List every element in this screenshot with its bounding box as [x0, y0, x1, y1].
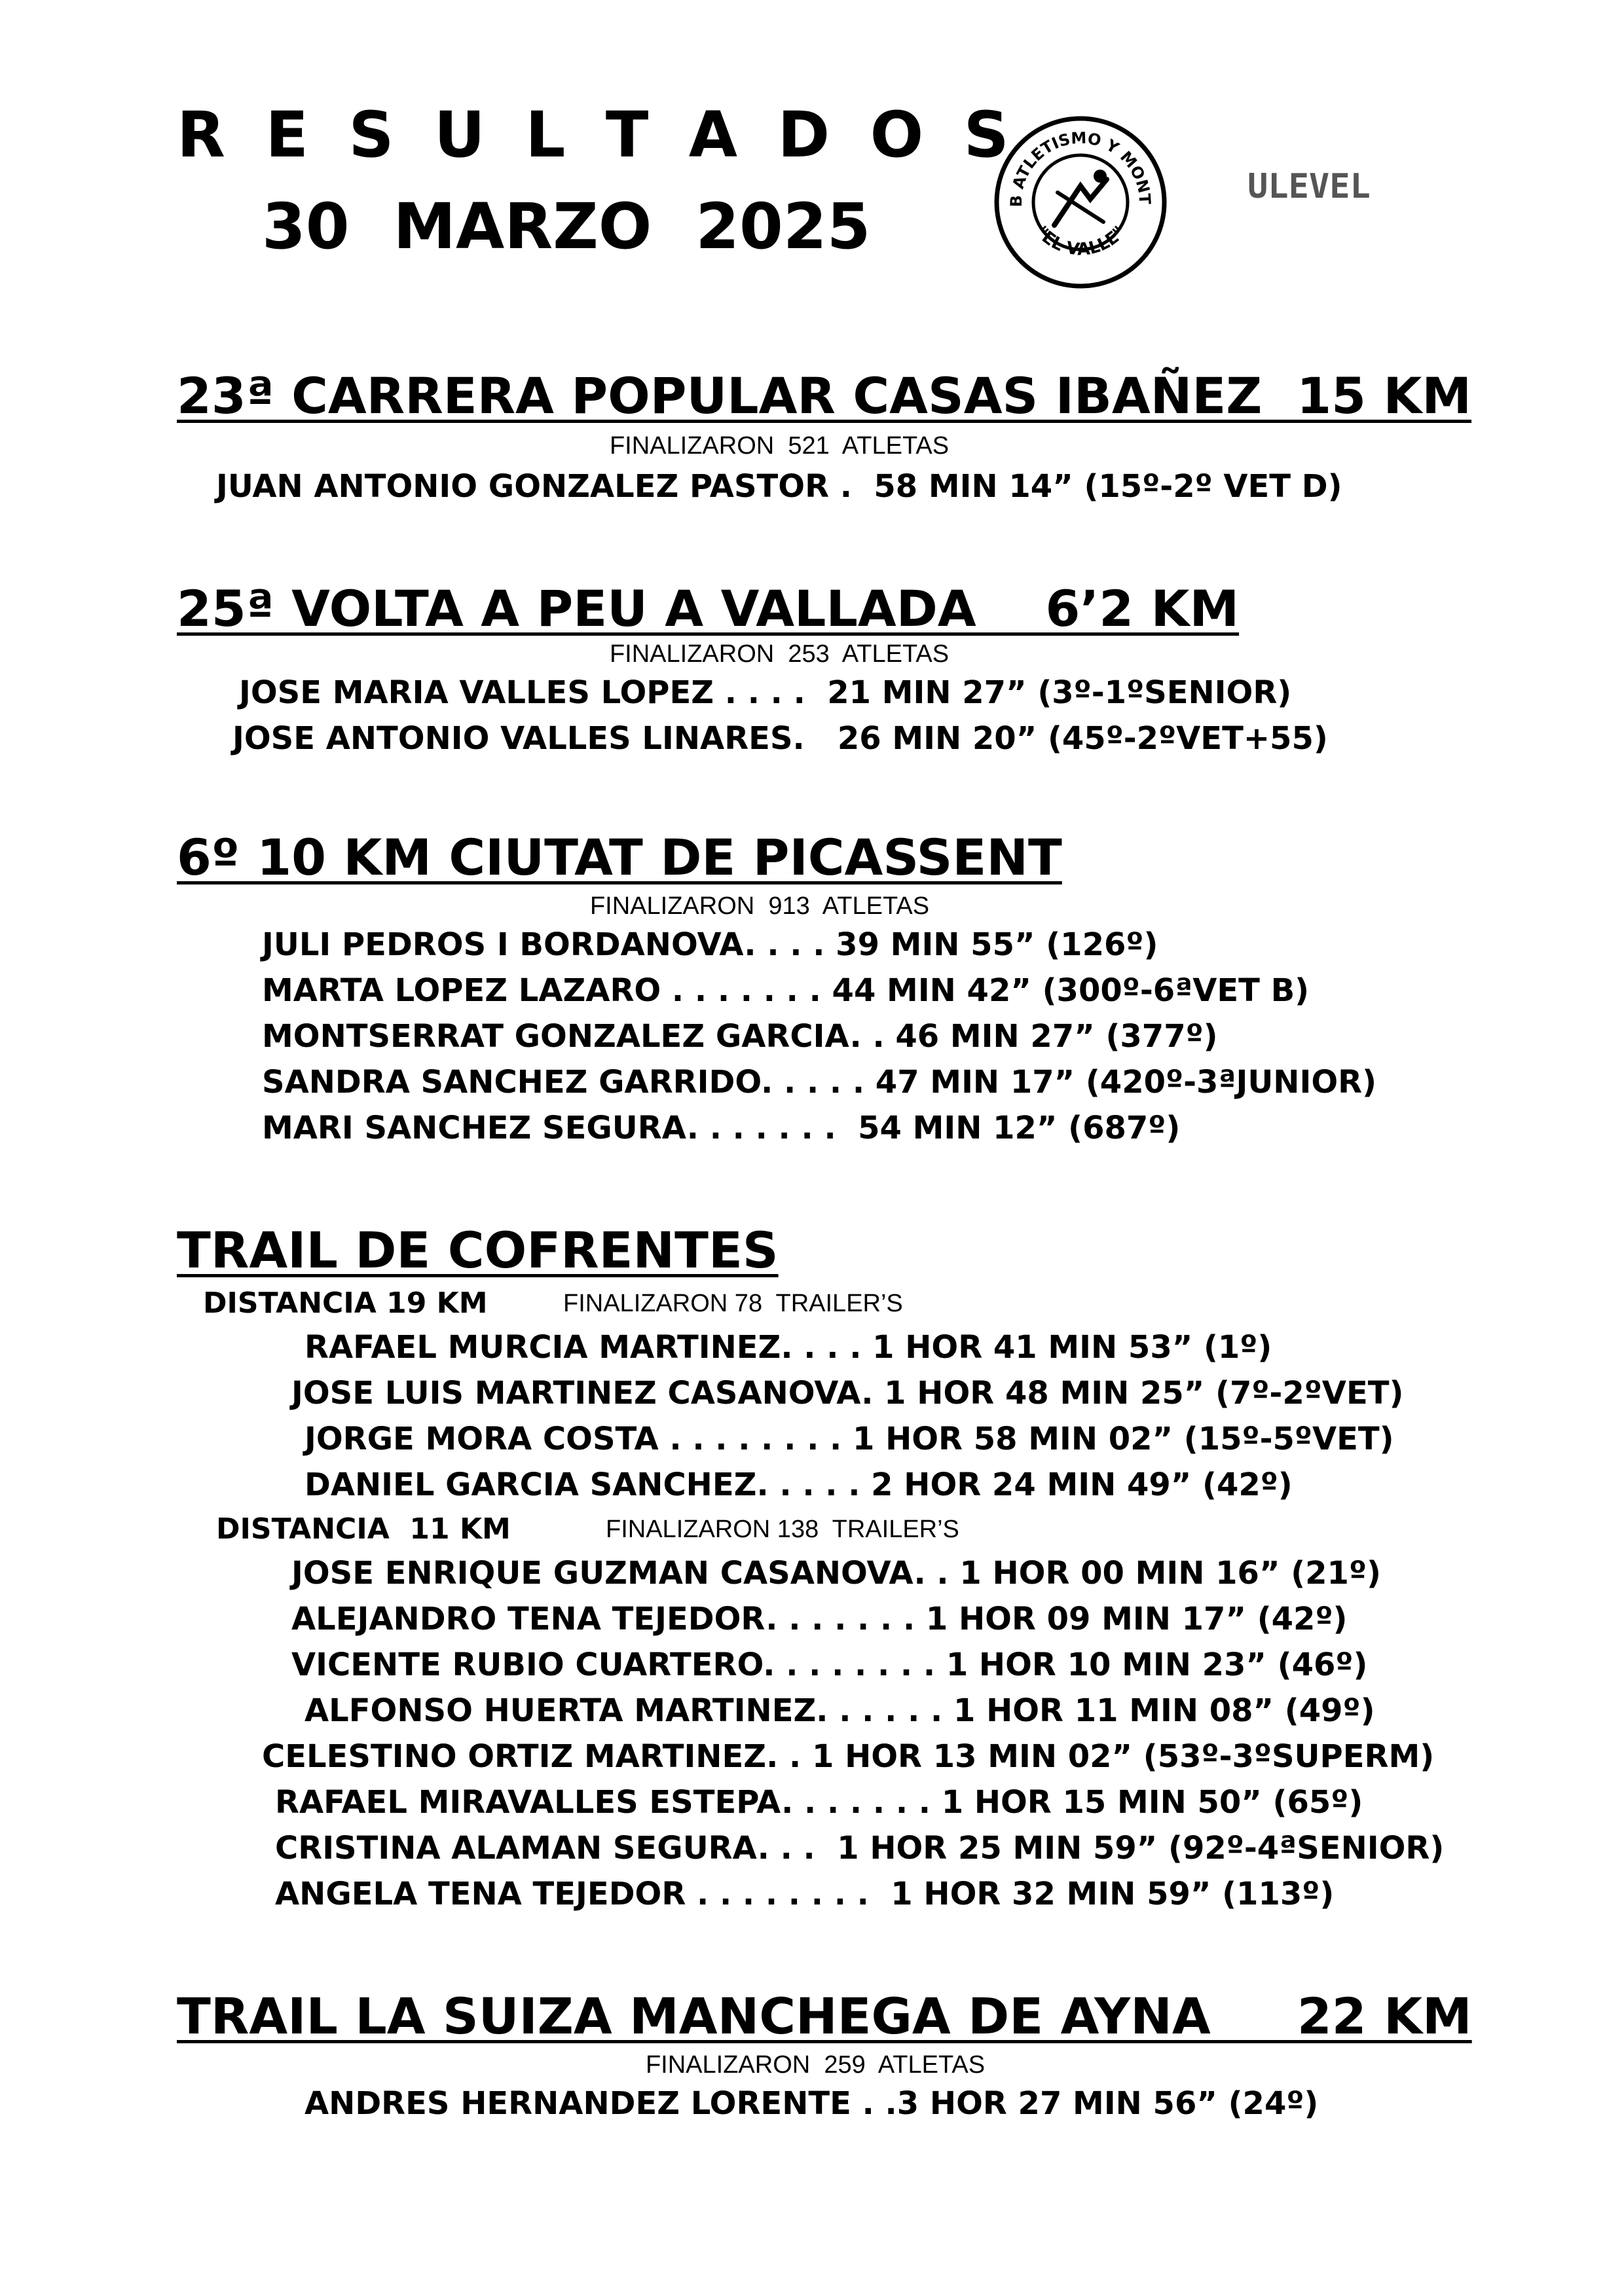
race-title: 23ª CARRERA POPULAR CASAS IBAÑEZ 15 KM [177, 367, 1472, 425]
race-finishers: FINALIZARON 253 ATLETAS [609, 640, 950, 668]
result-row: ALEJANDRO TENA TEJEDOR. . . . . . . 1 HOR 09 MIN 17” (42º) [291, 1601, 1348, 1637]
result-row: ANDRES HERNANDEZ LORENTE . .3 HOR 27 MIN 56” (24º) [304, 2085, 1319, 2122]
club-logo-icon [992, 114, 1169, 291]
result-row: MONTSERRAT GONZALEZ GARCIA. . 46 MIN 27” (377º) [262, 1018, 1218, 1055]
club-logo [986, 101, 1162, 278]
race-title: 6º 10 KM CIUTAT DE PICASSENT [177, 828, 1062, 886]
result-row: RAFAEL MIRAVALLES ESTEPA. . . . . . . 1 HOR 15 MIN 50” (65º) [275, 1784, 1363, 1821]
result-row: MARI SANCHEZ SEGURA. . . . . . . 54 MIN 12” (687º) [262, 1110, 1181, 1146]
result-row: SANDRA SANCHEZ GARRIDO. . . . . 47 MIN 17” (420º-3ªJUNIOR) [262, 1064, 1377, 1101]
race-finishers: FINALIZARON 521 ATLETAS [609, 432, 950, 460]
result-row: RAFAEL MURCIA MARTINEZ. . . . 1 HOR 41 MIN 53” (1º) [304, 1329, 1272, 1366]
result-row: ALFONSO HUERTA MARTINEZ. . . . . . 1 HOR 11 MIN 08” (49º) [304, 1692, 1375, 1729]
result-row: VICENTE RUBIO CUARTERO. . . . . . . . 1 HOR 10 MIN 23” (46º) [291, 1647, 1368, 1683]
result-row: JULI PEDROS I BORDANOVA. . . . 39 MIN 55” (126º) [262, 926, 1158, 963]
result-row: JOSE ANTONIO VALLES LINARES. 26 MIN 20” (45º-2ºVET+55) [232, 720, 1328, 757]
result-row: CRISTINA ALAMAN SEGURA. . . 1 HOR 25 MIN 59” (92º-4ªSENIOR) [275, 1830, 1445, 1867]
result-row: JUAN ANTONIO GONZALEZ PASTOR . 58 MIN 14” (15º-2º VET D) [216, 468, 1342, 505]
distance-finishers: FINALIZARON 78 TRAILER’S [563, 1290, 903, 1317]
svg-text:"EL VALLE": "EL VALLE" [1031, 222, 1130, 260]
race-title: 25ª VOLTA A PEU A VALLADA 6’2 KM [177, 579, 1240, 638]
race-title: TRAIL LA SUIZA MANCHEGA DE AYNA 22 KM [177, 1987, 1472, 2045]
result-row: JOSE ENRIQUE GUZMAN CASANOVA. . 1 HOR 00 MIN 16” (21º) [291, 1555, 1381, 1592]
distance-label: DISTANCIA 11 KM [216, 1512, 511, 1546]
result-row: CELESTINO ORTIZ MARTINEZ. . 1 HOR 13 MIN 02” (53º-3ºSUPERM) [262, 1738, 1435, 1775]
result-row: JORGE MORA COSTA . . . . . . . . 1 HOR 58 MIN 02” (15º-5ºVET) [304, 1421, 1394, 1457]
distance-label: DISTANCIA 19 KM [203, 1286, 488, 1320]
result-row: JOSE MARIA VALLES LOPEZ . . . . 21 MIN 27” (3º-1ºSENIOR) [239, 674, 1292, 711]
page-title-date: 30 MARZO 2025 [262, 190, 871, 263]
race-finishers: FINALIZARON 913 ATLETAS [589, 892, 930, 920]
result-row: DANIEL GARCIA SANCHEZ. . . . . 2 HOR 24 MIN 49” (42º) [304, 1467, 1293, 1503]
race-title: TRAIL DE COFRENTES [177, 1221, 779, 1279]
sponsor-logo: ULEVEL [1247, 167, 1371, 206]
result-row: JOSE LUIS MARTINEZ CASANOVA. 1 HOR 48 MIN 25” (7º-2ºVET) [291, 1375, 1404, 1412]
page-title-line1: R E S U L T A D O S [177, 98, 1018, 172]
result-row: ANGELA TENA TEJEDOR . . . . . . . . 1 HOR 32 MIN 59” (113º) [275, 1876, 1335, 1912]
race-finishers: FINALIZARON 259 ATLETAS [645, 2051, 986, 2079]
svg-text:CLUB ATLETISMO Y MONTAÑA: B ATLETISMO Y MONT [1007, 128, 1154, 208]
distance-finishers: FINALIZARON 138 TRAILER’S [606, 1516, 959, 1543]
result-row: MARTA LOPEZ LAZARO . . . . . . . 44 MIN 42” (300º-6ªVET B) [262, 972, 1310, 1009]
